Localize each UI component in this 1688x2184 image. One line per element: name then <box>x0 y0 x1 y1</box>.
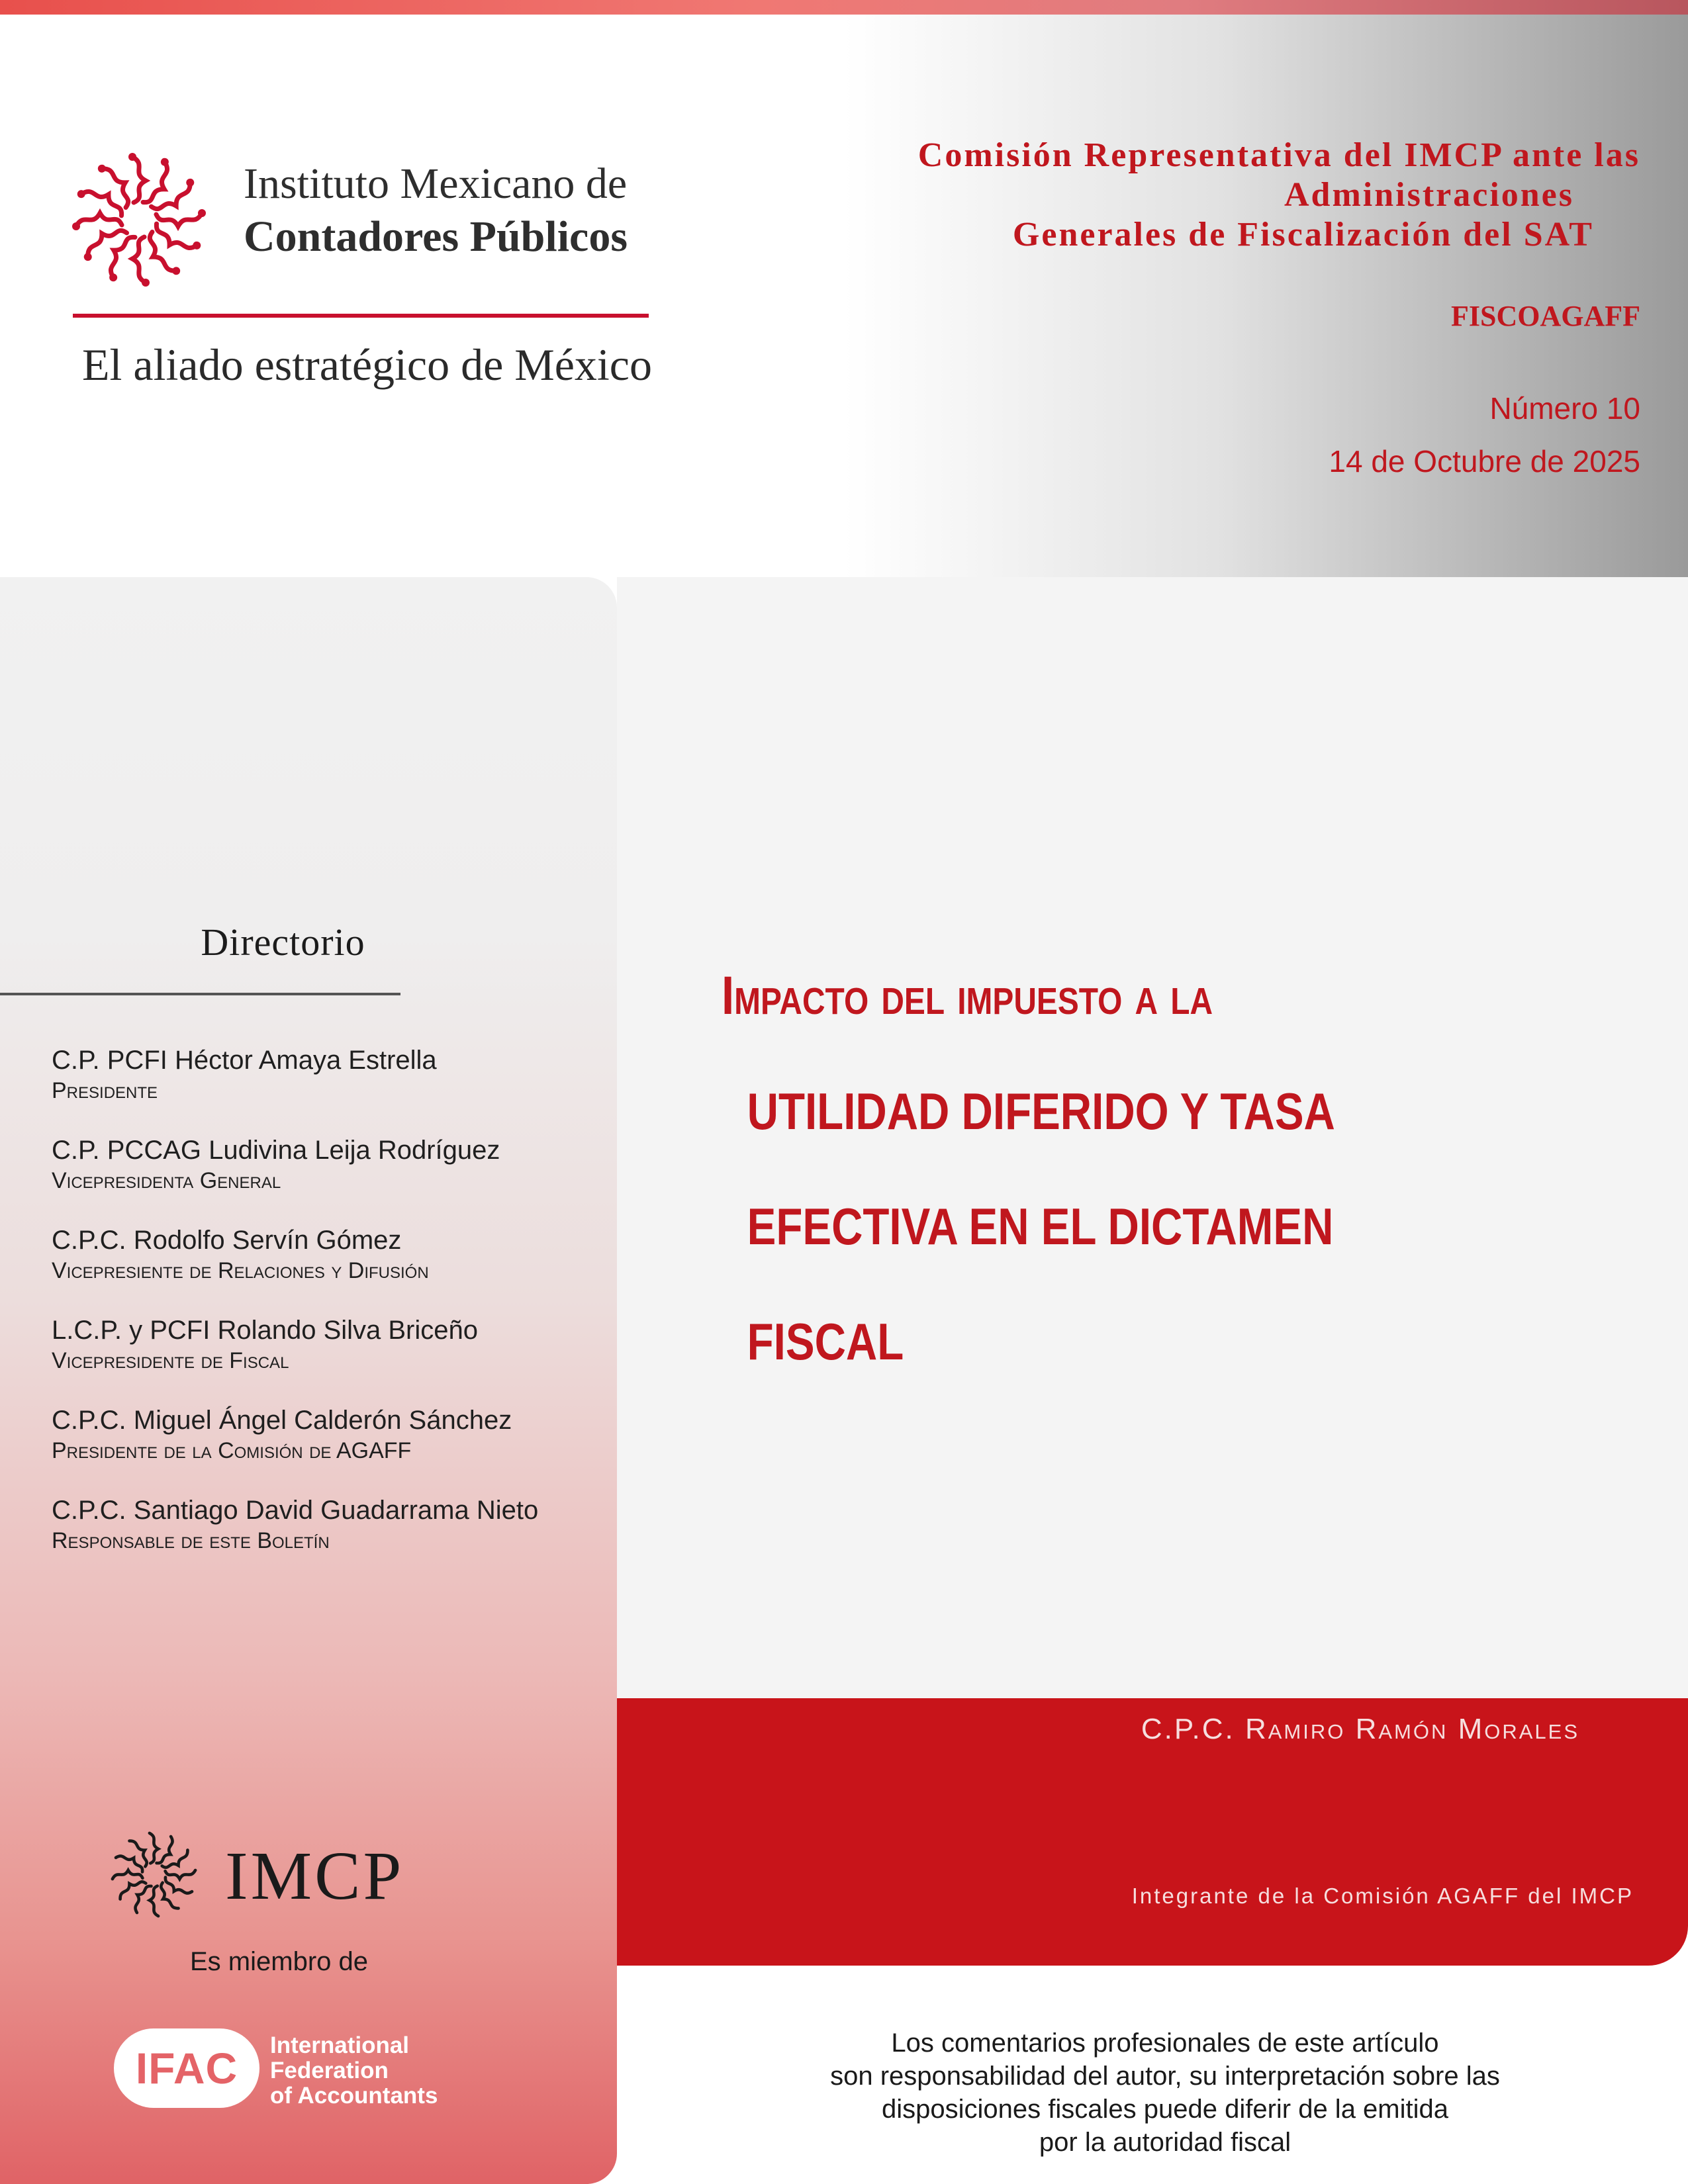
title-line: EFECTIVA EN EL DICTAMEN <box>747 1197 1334 1255</box>
title-line: FISCAL <box>747 1312 904 1371</box>
directory-member <box>52 1404 601 1465</box>
ifac-name-line: International <box>270 2032 410 2058</box>
imcp-logo-mark-icon <box>66 147 212 293</box>
directory-member <box>52 1494 601 1555</box>
logo-divider <box>73 314 649 318</box>
member-name: C.P.C. Miguel Ángel Calderón Sánchez <box>52 1406 512 1435</box>
author-description: Integrante de la Comisión AGAFF del IMCP <box>1131 1884 1634 1908</box>
ifac-name-line: of Accountants <box>270 2083 438 2109</box>
member-name: C.P. PCFI Héctor Amaya Estrella <box>52 1046 437 1075</box>
member-role: Responsable de este Boletín <box>52 1528 330 1553</box>
member-name: L.C.P. y PCFI Rolando Silva Briceño <box>52 1316 479 1345</box>
publication-name: FISCOAGAFF <box>1451 300 1640 332</box>
directory-list <box>52 1044 601 1584</box>
directory-member <box>52 1314 601 1375</box>
title-line: UTILIDAD DIFERIDO Y TASA <box>747 1082 1335 1140</box>
title-line: Impacto del impuesto a la <box>722 966 1213 1026</box>
imcp-wordmark: IMCP <box>225 1838 404 1914</box>
commission-line: Comisión Representativa del IMCP ante las <box>917 136 1640 174</box>
logo-institute-line2: Contadores Públicos <box>244 212 628 261</box>
member-of-label: Es miembro de <box>190 1947 368 1976</box>
ifac-name-line: Federation <box>270 2058 389 2083</box>
directory-divider <box>0 993 400 995</box>
article-title <box>722 938 1569 1399</box>
commission-line: Administraciones <box>1284 176 1574 214</box>
ifac-logo <box>114 2028 259 2108</box>
member-name: C.P. PCCAG Ludivina Leija Rodríguez <box>52 1136 500 1165</box>
tagline: El aliado estratégico de México <box>82 340 652 390</box>
member-name: C.P.C. Santiago David Guadarrama Nieto <box>52 1496 539 1525</box>
member-role: Vicepresiente de Relaciones y Difusión <box>52 1258 429 1283</box>
issue-number: Número 10 <box>1489 391 1640 426</box>
ifac-logo-text: IFAC <box>135 2044 238 2093</box>
directory-title: Directorio <box>201 921 365 964</box>
imcp-small-logo-icon <box>106 1827 202 1923</box>
disclaimer-line: Los comentarios profesionales de este artículo <box>891 2028 1439 2058</box>
author-name: C.P.C. Ramiro Ramón Morales <box>1141 1713 1579 1745</box>
member-name: C.P.C. Rodolfo Servín Gómez <box>52 1226 402 1255</box>
commission-title <box>780 136 1640 255</box>
directory-member <box>52 1044 601 1105</box>
directory-member <box>52 1134 601 1195</box>
issue-date: 14 de Octubre de 2025 <box>1329 444 1640 478</box>
directory-member <box>52 1224 601 1285</box>
top-accent-bar <box>0 0 1688 15</box>
header <box>0 15 1688 577</box>
disclaimer-line: son responsabilidad del autor, su interpretación sobre las <box>830 2062 1500 2091</box>
logo-institute-line1: Instituto Mexicano de <box>244 159 628 208</box>
disclaimer-line: disposiciones fiscales puede diferir de la emitida <box>881 2095 1448 2124</box>
ifac-name <box>270 2033 438 2109</box>
member-role: Vicepresidenta General <box>52 1168 281 1193</box>
commission-line: Generales de Fiscalización del SAT <box>1012 216 1594 253</box>
member-role: Vicepresidente de Fiscal <box>52 1348 289 1373</box>
member-role: Presidente <box>52 1078 158 1103</box>
member-role: Presidente de la Comisión de AGAFF <box>52 1438 412 1463</box>
disclaimer-line: por la autoridad fiscal <box>1039 2128 1291 2157</box>
disclaimer <box>735 2026 1595 2159</box>
